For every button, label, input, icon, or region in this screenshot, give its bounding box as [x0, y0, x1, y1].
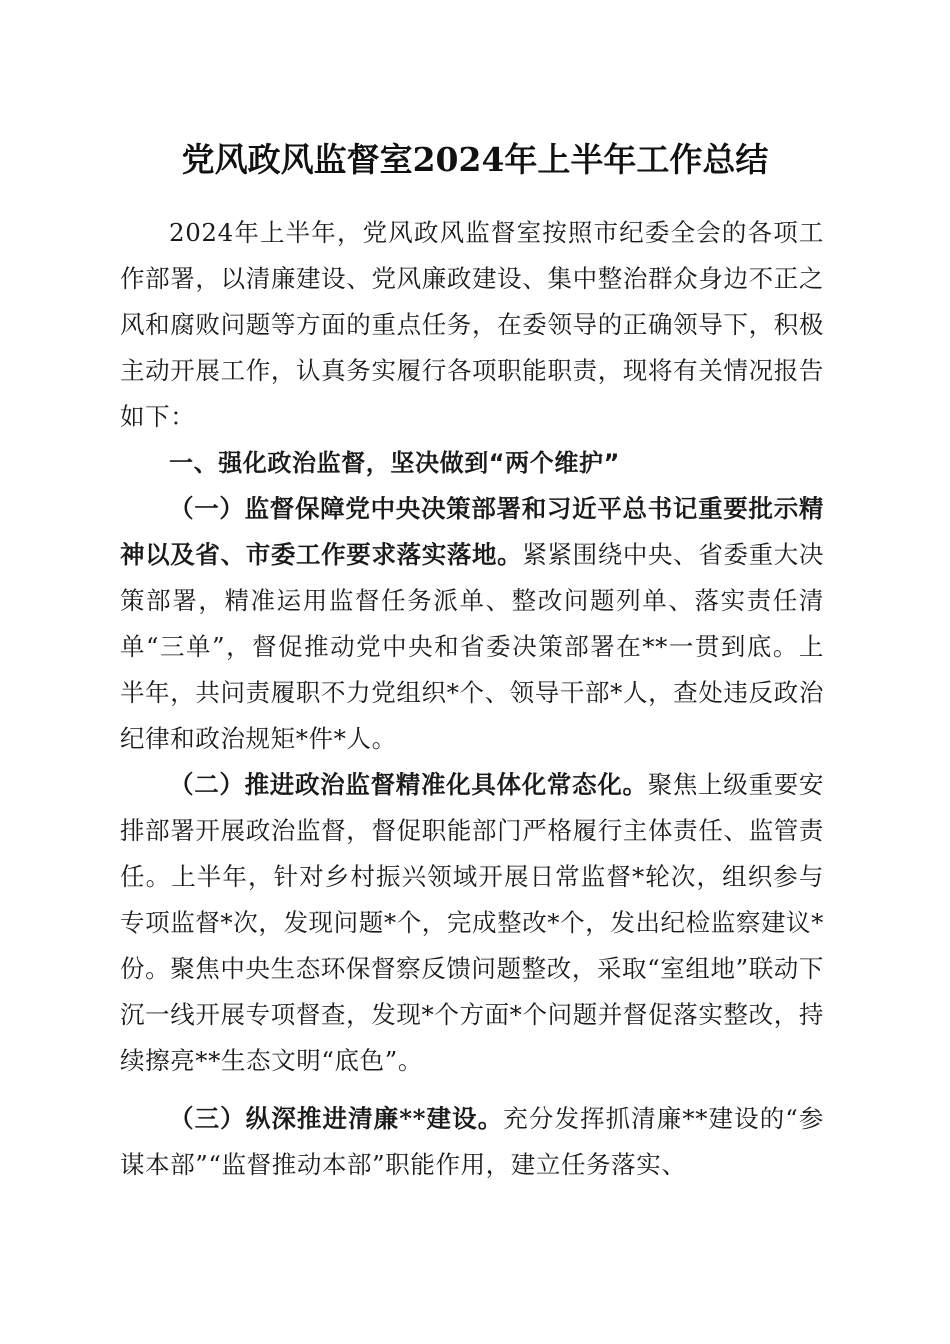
section-1-item-1 — [120, 486, 824, 762]
item-1-lead: （一）监督保障党中央决策部署和习近平总书记重要批示精神以及省、市委工作要求落实落地。 — [120, 494, 824, 569]
intro-paragraph: 2024年上半年，党风政风监督室按照市纪委全会的各项工作部署，以清廉建设、党风廉政建设、集中整治群众身边不正之风和腐败问题等方面的重点任务，在委领导的正确领导下，积极主动开展工作，认真务实履行各项职能职责，现将有关情况报告如下： — [120, 218, 824, 431]
item-3-lead: （三）纵深推进清廉**建设。 — [169, 1104, 504, 1133]
paragraph-gap — [120, 1084, 824, 1096]
section-1-item-2 — [120, 762, 824, 1084]
document-body — [120, 210, 824, 1188]
document-title: 党风政风监督室2024年上半年工作总结 — [181, 140, 769, 179]
item-1-text: 紧紧围绕中央、省委重大决策部署，精准运用监督任务派单、整改问题列单、落实责任清单“三单”，督促推动党中央和省委决策部署在**一贯到底。上半年，共问责履职不力党组织*个、领导干部*人，查处违反政治纪律和政治规矩*件*人。 — [120, 540, 824, 753]
section-1-item-3 — [120, 1096, 824, 1188]
item-2-lead: （二）推进政治监督精准化具体化常态化。 — [169, 770, 648, 799]
section-1-heading: 一、强化政治监督，坚决做到“两个维护” — [169, 449, 620, 477]
item-3-text: 充分发挥抓清廉**建设的“参谋本部”“监督推动本部”职能作用，建立任务落实、 — [120, 1104, 824, 1179]
item-2-text: 聚焦上级重要安排部署开展政治监督，督促职能部门严格履行主体责任、监管责任。上半年，针对乡村振兴领域开展日常监督*轮次，组织参与专项监督*次，发现问题*个，完成整改*个，发出纪检监察建议*份。聚焦中央生态环保督察反馈问题整改，采取“室组地”联动下沉一线开展专项督查，发现*个方面*个问题并督促落实整改，持续擦亮**生态文明“底色”。 — [120, 770, 824, 1075]
